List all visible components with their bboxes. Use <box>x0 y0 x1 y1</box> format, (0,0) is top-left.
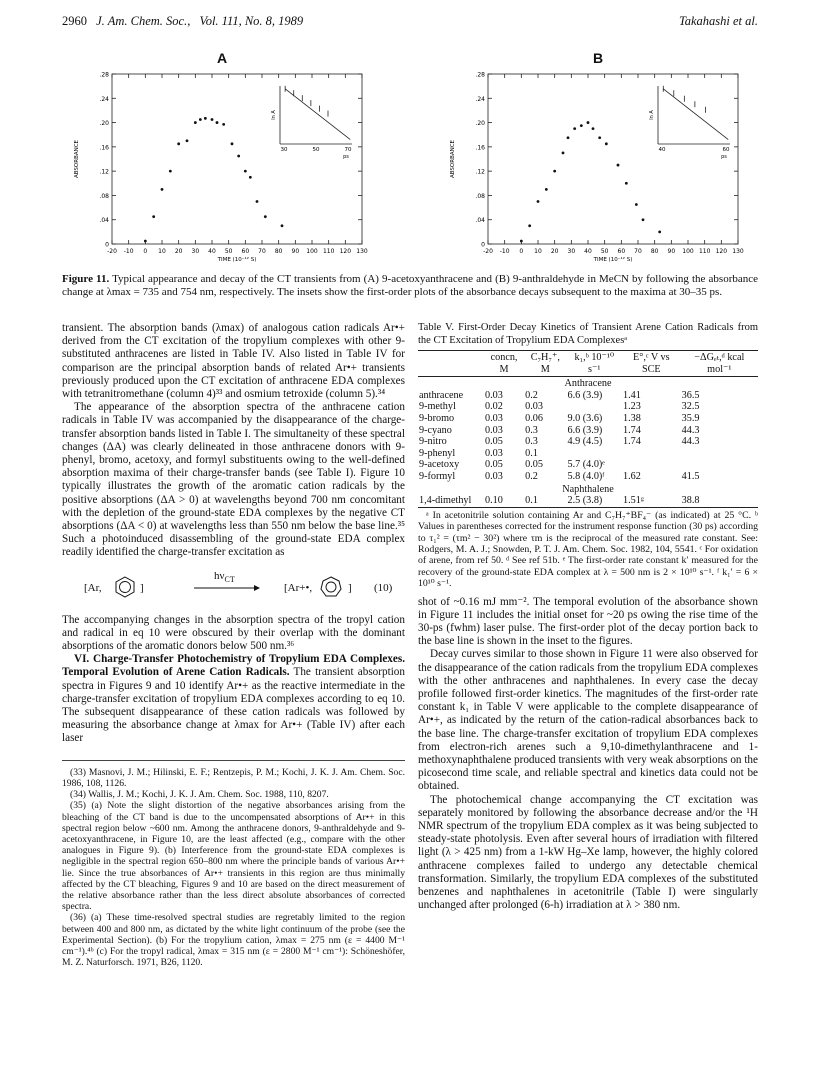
x-tick-label: 90 <box>291 248 300 255</box>
data-point <box>617 164 620 167</box>
y-tick-label: .08 <box>99 192 109 200</box>
y-axis-label: ABSORBANCE <box>450 139 456 179</box>
table-cell: 1.74 <box>623 436 641 448</box>
x-tick-label: 110 <box>322 248 335 255</box>
section-paragraph <box>62 653 405 745</box>
eq-arrow-label: $h\nu_{CT}$ <box>214 569 235 584</box>
footnote-35: (35) (a) Note the slight distortion of the negative absorbances arising from the bleaching of the CT band is due to the uncompensated absorptions of Ar•+ in this spectral region below ~600 nm. Among the anthracene donors, 9-anthraldehyde and 9-acetoxyanthracene, in Figure 10, are the least affected (e.g., compare with the other analogues in Figure 9). (b) Interference from the ground-state EDA complexes is negligible in the spectral region 650–800 nm where the principle bands of various Ar•+ lie. Since the true absorbances of Ar•+ transients in this region are thus minimally affected by the CT bleaching, Figures 9 and 10 are based on the direct measurement of the relative absorbance rather than the less direct absolute absorbances of corrected spectra. <box>62 800 405 913</box>
y-tick-label: .12 <box>99 168 109 176</box>
x-tick-label: 80 <box>650 248 659 255</box>
table-header: E°,ᶜ V vs SCE <box>622 351 681 377</box>
table-cell <box>567 401 623 413</box>
x-tick-label: 50 <box>224 248 233 255</box>
data-point <box>169 170 172 173</box>
data-point <box>567 136 570 139</box>
footnote-36: (36) (a) These time-resolved spectral studies are regretably limited to the region between 400 and 800 nm, as dictated by the white light continuum of the probe (see the Experimental Section). (b) For the tropylium cation, λmax = 275 nm (ε = 4400 M⁻¹ cm⁻¹).⁴ᵇ (c) For the tropyl radical, λmax = 315 nm (ε = 2800 M⁻¹ cm⁻¹): Schöneshöfer, M. Z. Naturforsch. 1971, B26, 1120. <box>62 912 405 969</box>
x-tick-label: 90 <box>667 248 676 255</box>
header-authors: Takahashi et al. <box>678 14 758 28</box>
table-cell: 0.03 <box>485 424 503 436</box>
y-tick-label: .28 <box>475 71 485 79</box>
figure-caption <box>62 273 758 299</box>
left-paragraph-2: The appearance of the absorption spectra of the anthracene cation radicals in Table IV was accompanied by the disappearance of the charge-transfer absorption bands listed in Table I. The simultaneity of these spectral changes (ΔA) was clearly delineated in those anthracene donors with 9-phenyl, bromo, acetoxy, and formyl substituents owing to the well-defined absorption maxima of their charge-transfer bands (see Table I). Figure 10 typically illustrates the growth of the aromatic cation radicals by the positive absorptions (ΔA > 0) at wavelengths beyond 700 nm concomitant with the depletion of the ground-state EDA complexes by the negative CT absorptions (ΔA < 0) at wavelengths less than 550 nm below the base line.³⁵ Such a photoinduced disassembling of the ground-state EDA complex readily identified the charge-transfer excitation as <box>62 401 405 559</box>
x-tick-label: 70 <box>258 248 266 255</box>
x-tick-label: 30 <box>191 248 200 255</box>
plot-frame <box>488 74 738 244</box>
x-tick-label: -10 <box>123 248 134 255</box>
data-point <box>177 142 180 145</box>
table-cell: 38.8 <box>681 495 758 507</box>
caption-label: Figure 11. <box>62 273 110 285</box>
x-tick-label: 60 <box>617 248 626 255</box>
table-cell: 1.62 <box>623 470 641 482</box>
table-cell: 1,4-dimethyl <box>418 495 484 507</box>
x-tick-label: 10 <box>158 248 166 255</box>
table-cell <box>681 448 758 460</box>
x-axis-label: TIME (10⁻¹² S) <box>593 257 633 263</box>
table-header: −ΔGₑₜ,ᵈ kcal mol⁻¹ <box>681 351 758 377</box>
caption-text: Typical appearance and decay of the CT transients from (A) 9-acetoxyanthracene and (B) 9-anthraldehyde in MeCN by following the absorbance change at λmax = 735 and 754 nm, respectively. The insets show the first-order plots of the absorbance decays subsequent to the maxima at 30–35 ps. <box>62 273 759 298</box>
x-tick-label: 0 <box>143 248 148 255</box>
footnotes <box>62 760 405 969</box>
table-cell: 0.05 <box>485 459 503 471</box>
reaction-arrow-icon <box>194 584 260 592</box>
chart-a <box>62 68 382 268</box>
table-cell: 0.03 <box>525 401 543 413</box>
data-point <box>528 224 531 227</box>
figure-panel-a <box>62 50 382 265</box>
table-cell: 0.03 <box>485 470 503 482</box>
table-row <box>418 471 758 483</box>
table-cell: 9-bromo <box>419 412 455 424</box>
inset-y-label: ln A <box>271 110 277 120</box>
inset-x-tick-label: 50 <box>312 147 320 153</box>
table-cell: 0.1 <box>524 495 566 507</box>
table-cell: 0.2 <box>525 470 538 482</box>
table-cell: 5.8 (4.0)ᶠ <box>567 470 605 482</box>
data-point <box>204 117 207 120</box>
inset-y-label: ln A <box>649 110 655 120</box>
data-point <box>231 142 234 145</box>
table-cell: 0.3 <box>525 436 538 448</box>
y-axis-label: ABSORBANCE <box>74 139 80 179</box>
equation-10 <box>62 570 405 606</box>
table-row <box>418 413 758 425</box>
eq-right-bracket: [Ar+•, <box>284 581 313 594</box>
table-cell: anthracene <box>419 389 464 401</box>
data-point <box>642 218 645 221</box>
data-point <box>573 127 576 130</box>
table-v <box>418 350 758 508</box>
table-cell: 1.51ᵍ <box>622 495 681 507</box>
data-point <box>537 200 540 203</box>
y-tick-label: .04 <box>99 217 109 225</box>
anthracene-ring-icon <box>114 576 136 598</box>
y-tick-label: .28 <box>99 71 109 79</box>
x-tick-label: 50 <box>600 248 609 255</box>
table-group-naphthalene: Naphthalene <box>562 483 614 495</box>
table-cell: 1.41 <box>623 389 641 401</box>
data-point <box>222 123 225 126</box>
table-title: Table V. First-Order Decay Kinetics of Transient Arene Cation Radicals from the CT Excitation of Tropylium EDA Complexesᵃ <box>418 322 758 346</box>
data-point <box>199 118 202 121</box>
eq-left-close: ] <box>140 581 144 594</box>
table-cell <box>622 448 681 460</box>
table-cell: 5.7 (4.0)ᵉ <box>567 459 605 471</box>
x-tick-label: 80 <box>274 248 283 255</box>
inset-x-tick-label: 60 <box>722 147 730 153</box>
data-point <box>553 170 556 173</box>
table-row <box>418 495 758 507</box>
table-row <box>418 390 758 402</box>
x-tick-label: -20 <box>483 248 493 255</box>
journal-name: J. Am. Chem. Soc., <box>96 14 191 28</box>
eq-right-close: ] <box>348 581 352 594</box>
right-paragraph-3: The photochemical change accompanying the CT excitation was separately monitored by following the absorbance decrease and/or the ¹H NMR spectrum of the tropylium EDA complex as it was being subjected to steady-state photolysis. Even after several hours of irradiation with filtered light (λ > 425 nm) from a 1-kW Hg–Xe lamp, however, the highly colored anthracene complexes failed to undergo any detectable chemical transformation. Similarly, the tropylium EDA complexes of the substituted benzenes and naphthalenes in acetonitrile (Table I) were singularly unchanged after prolonged (6-h) irradiation at λ > 380 nm. <box>418 793 758 912</box>
inset-x-tick-label: 30 <box>280 147 288 153</box>
inset-fit-line <box>285 89 350 140</box>
x-tick-label: 100 <box>682 248 694 255</box>
y-tick-label: .20 <box>99 120 109 128</box>
panel-label-b: B <box>592 50 604 66</box>
left-paragraph-4: The transient absorption spectra in Figures 9 and 10 identify Ar•+ as the reactive intermediate in the charge-transfer excitation of tropylium EDA complexes according to eq 10. The subsequent disappearance of these cation radicals was followed by measuring the absorbance change at λmax for Ar•+ (Table IV) after each laser <box>62 666 405 745</box>
table-cell: 9.0 (3.6) <box>567 412 603 424</box>
data-point <box>598 136 601 139</box>
table-cell <box>622 459 681 471</box>
data-point <box>249 176 252 179</box>
x-tick-label: 100 <box>306 248 318 255</box>
table-cell: 9-formyl <box>419 470 456 482</box>
x-tick-label: 40 <box>208 248 216 255</box>
page-number: 2960 <box>62 14 87 28</box>
panel-label-a: A <box>216 50 228 66</box>
eq-left-bracket: [Ar, <box>84 581 102 594</box>
right-column <box>418 322 758 912</box>
data-point <box>194 121 197 124</box>
y-tick-label: .08 <box>475 192 485 200</box>
data-point <box>580 124 583 127</box>
data-point <box>545 188 548 191</box>
table-cell: 6.6 (3.9) <box>567 424 603 436</box>
data-point <box>592 127 595 130</box>
table-cell: 6.6 (3.9) <box>567 389 603 401</box>
inset-x-tick-label: 40 <box>658 147 666 153</box>
header-left <box>62 14 303 29</box>
figure-panel-b <box>438 50 758 265</box>
x-tick-label: 40 <box>584 248 592 255</box>
y-tick-label: .16 <box>475 144 485 152</box>
section-title: VI. Charge-Transfer Photochemistry of Tropylium EDA Complexes. Temporal Evolution of Arene Cation Radicals. <box>62 653 405 679</box>
y-tick-label: .04 <box>475 217 485 225</box>
left-column <box>62 322 405 968</box>
x-tick-label: 120 <box>339 248 352 255</box>
y-tick-label: .16 <box>99 144 109 152</box>
table-header: concn, M <box>484 351 524 377</box>
table-cell: 0.05 <box>485 436 503 448</box>
data-point <box>658 230 661 233</box>
table-notes-text: ᵃ In acetonitrile solution containing Ar and C₇H₇⁺BF₄⁻ (as indicated) at 25 °C. ᵇ Values in parentheses corrected for the instrument response function (30 ps) according to τ₁² = (τm² − 30²) where τm is the reciprocal of the measured rate constant. See: Rodgers, M. A. J.; Snowden, P. T. J. Am. Chem. Soc. 1982, 104, 5541. ᶜ For oxidation of arene, from ref 50. ᵈ See ref 51b. ᵉ The first-order rate constant k′ measured for the recovery of the ground-state EDA complex at λ = 500 nm is 2 × 10¹⁰ s⁻¹. ᶠ k₁′ = 6 × 10¹⁰ s⁻¹. <box>418 509 758 590</box>
data-point <box>520 240 523 243</box>
y-tick-label: 0 <box>481 241 485 249</box>
table-cell: 0.03 <box>485 447 503 459</box>
x-tick-label: 10 <box>534 248 542 255</box>
table-cell: 1.38 <box>623 412 641 424</box>
chart-b <box>438 68 758 268</box>
data-point <box>211 118 214 121</box>
data-point <box>281 224 284 227</box>
x-tick-label: 30 <box>567 248 576 255</box>
data-point <box>587 121 590 124</box>
table-cell: 9-acetoxy <box>419 459 460 471</box>
table-row <box>418 459 758 471</box>
table-cell: 44.3 <box>681 424 700 436</box>
right-paragraph-2: Decay curves similar to those shown in Figure 11 were also observed for the disappearance of the cation radicals from the tropylium EDA complexes with the other anthracenes and naphthalenes. In every case the decay profile followed first-order kinetics. The magnitudes of the first-order rate constant k₁ in Table V were applicable to the complete disappearance of Ar•+, as indicated by the return of the cation-radical absorbances back to the base line. The charge-transfer excitation of tropylium EDA complexes from electron-rich arenes such a 9,10-dimethylanthracene and 1-methoxynaphthalene produced transients with very weak absorptions on the picosecond time scale, and reliable spectral and kinetics data could not be obtained. <box>418 648 758 793</box>
inset-x-tick-label: 70 <box>344 147 352 153</box>
plot-frame <box>112 74 362 244</box>
x-tick-label: 0 <box>519 248 524 255</box>
table-cell <box>681 459 758 471</box>
tropyl-ring-icon <box>320 576 342 598</box>
y-tick-label: .20 <box>475 120 485 128</box>
table-cell: 4.9 (4.5) <box>567 436 603 448</box>
table-cell: 0.03 <box>485 389 503 401</box>
data-point <box>635 203 638 206</box>
x-tick-label: -10 <box>499 248 510 255</box>
y-tick-label: .12 <box>475 168 485 176</box>
data-point <box>264 215 267 218</box>
data-point <box>186 139 189 142</box>
data-point <box>605 142 608 145</box>
table-cell: 9-cyano <box>419 424 452 436</box>
eq-number: (10) <box>374 581 393 594</box>
left-paragraph-1: transient. The absorption bands (λmax) of analogous cation radicals Ar•+ derived from the CT excitation of the tropylium complexes with other 9-substituted anthracenes are listed in Table IV. Also listed in Table IV for comparison are the principal absorption bands of related Ar•+ transients previously produced upon the CT excitation of anthracene EDA complexes with tetranitromethane (column 4)³³ and osmium tetroxide (column 5).³⁴ <box>62 322 405 401</box>
left-paragraph-3: The accompanying changes in the absorption spectra of the tropyl cation and radical in eq 10 were obscured by their overlap with the dominant absorptions of the aromatic donors below 500 nm.³⁶ <box>62 613 405 653</box>
table-cell: 0.1 <box>525 447 538 459</box>
x-tick-label: 120 <box>715 248 728 255</box>
data-point <box>144 240 147 243</box>
data-point <box>237 155 240 158</box>
x-tick-label: 20 <box>174 248 183 255</box>
table-cell <box>567 448 623 460</box>
table-cell: 0.10 <box>484 495 524 507</box>
table-cell: 9-nitro <box>419 436 447 448</box>
table-cell: 0.06 <box>525 412 543 424</box>
table-header: k₁,ᵇ 10⁻¹⁰ s⁻¹ <box>567 351 623 377</box>
data-point <box>161 188 164 191</box>
table-cell: 1.23 <box>623 401 641 413</box>
inset-x-label: ps <box>721 154 727 160</box>
data-point <box>256 200 259 203</box>
inset-x-label: ps <box>343 154 349 160</box>
data-point <box>562 152 565 155</box>
table-cell: 0.05 <box>525 459 543 471</box>
right-paragraph-1: shot of ~0.16 mJ mm⁻². The temporal evolution of the absorbance shown in Figure 11 includes the initial onset for ~20 ps owing the rise time of the 30-ps (fwhm) laser pulse. The first-order plot of the decay portion back to the base line is shown in the inset to the figures. <box>418 595 758 648</box>
table-row <box>418 425 758 437</box>
table-group-anthracene: Anthracene <box>564 378 612 390</box>
x-tick-label: 60 <box>241 248 250 255</box>
table-cell: 0.02 <box>485 401 503 413</box>
table-cell: 0.03 <box>485 412 503 424</box>
table-cell: 2.5 (3.8) <box>567 495 623 507</box>
table-cell: 0.2 <box>525 389 538 401</box>
y-tick-label: .24 <box>475 95 485 103</box>
x-tick-label: 70 <box>634 248 642 255</box>
footnote-33: (33) Masnovi, J. M.; Hilinski, E. F.; Rentzepis, P. M.; Kochi, J. K. J. Am. Chem. Soc. 1986, 108, 1126. <box>62 766 405 789</box>
table-cell: 9-phenyl <box>419 447 456 459</box>
x-tick-label: 130 <box>732 248 744 255</box>
table-header: C₇H₇⁺, M <box>524 351 566 377</box>
table-cell: 1.74 <box>623 424 641 436</box>
x-axis-label: TIME (10⁻¹² S) <box>217 257 257 263</box>
x-tick-label: 20 <box>550 248 559 255</box>
data-point <box>152 215 155 218</box>
y-tick-label: 0 <box>105 241 109 249</box>
table-footnotes <box>418 510 758 590</box>
x-tick-label: 130 <box>356 248 368 255</box>
table-row <box>418 436 758 448</box>
y-tick-label: .24 <box>99 95 109 103</box>
table-cell: 0.3 <box>525 424 538 436</box>
table-cell: 32.5 <box>681 401 700 413</box>
table-row <box>418 401 758 413</box>
table-header <box>418 351 484 377</box>
data-point <box>625 182 628 185</box>
x-tick-label: -20 <box>107 248 117 255</box>
data-point <box>244 170 247 173</box>
table-cell: 41.5 <box>681 470 700 482</box>
inset-fit-line <box>663 89 728 140</box>
running-header <box>62 14 758 32</box>
data-point <box>216 121 219 124</box>
table-row <box>418 448 758 460</box>
table-cell: 35.9 <box>681 412 700 424</box>
table-cell: 9-methyl <box>419 401 456 413</box>
table-cell: 44.3 <box>681 436 700 448</box>
table-cell: 36.5 <box>681 389 700 401</box>
x-tick-label: 110 <box>698 248 711 255</box>
footnote-34: (34) Wallis, J. M.; Kochi, J. K. J. Am. Chem. Soc. 1988, 110, 8207. <box>70 789 329 801</box>
journal-volume: Vol. 111, No. 8, 1989 <box>199 14 304 28</box>
